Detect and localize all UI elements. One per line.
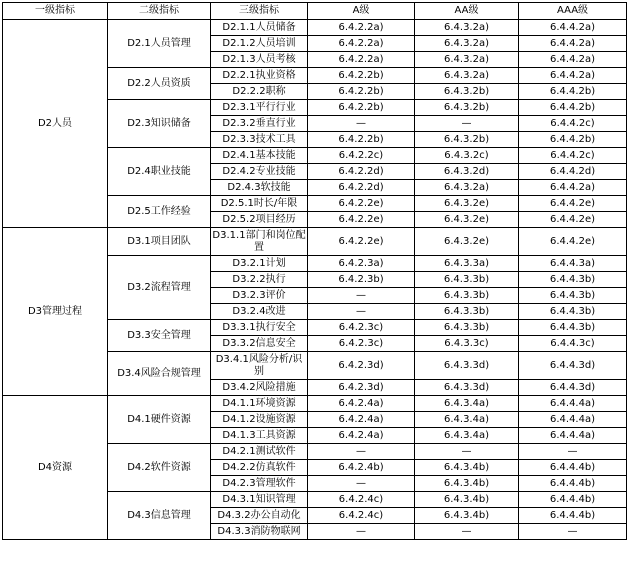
grade-aaa-cell: 6.4.4.2a) [519, 68, 627, 84]
grade-aa-cell: 6.4.3.4b) [415, 508, 519, 524]
grade-a-cell: 6.4.2.2a) [308, 36, 415, 52]
grade-a-cell: 6.4.2.2a) [308, 20, 415, 36]
grade-aaa-cell: 6.4.4.2e) [519, 212, 627, 228]
grade-aa-cell: 6.4.3.2d) [415, 164, 519, 180]
grade-aaa-cell: 6.4.4.4b) [519, 492, 627, 508]
grade-a-cell: 6.4.2.2e) [308, 212, 415, 228]
grade-aa-cell: 6.4.3.4a) [415, 412, 519, 428]
level3-cell: D4.1.2设施资源 [211, 412, 308, 428]
grade-aaa-cell: 6.4.4.2b) [519, 100, 627, 116]
header-level2: 二级指标 [108, 3, 211, 20]
grade-aa-cell: 6.4.3.4a) [415, 396, 519, 412]
level2-cell: D2.5工作经验 [108, 196, 211, 228]
level2-cell: D3.3安全管理 [108, 320, 211, 352]
grade-a-cell: 6.4.2.4a) [308, 428, 415, 444]
grade-a-cell: 6.4.2.2b) [308, 100, 415, 116]
grade-a-cell: — [308, 524, 415, 540]
level3-cell: D2.3.1平行行业 [211, 100, 308, 116]
grade-a-cell: 6.4.2.2b) [308, 84, 415, 100]
header-level3: 三级指标 [211, 3, 308, 20]
level3-cell: D3.2.2执行 [211, 272, 308, 288]
grade-aa-cell: 6.4.3.3d) [415, 380, 519, 396]
level2-cell: D3.2流程管理 [108, 256, 211, 320]
grade-aa-cell: 6.4.3.3b) [415, 288, 519, 304]
grade-aa-cell: 6.4.3.2e) [415, 196, 519, 212]
grade-a-cell: 6.4.2.3b) [308, 272, 415, 288]
level2-cell: D2.1人员管理 [108, 20, 211, 68]
level3-cell: D2.5.1时长/年限 [211, 196, 308, 212]
level3-cell: D2.5.2项目经历 [211, 212, 308, 228]
header-level1: 一级指标 [3, 3, 108, 20]
grade-a-cell: 6.4.2.4c) [308, 492, 415, 508]
level2-cell: D4.1硬件资源 [108, 396, 211, 444]
grade-aaa-cell: 6.4.4.3b) [519, 304, 627, 320]
grade-aa-cell: — [415, 524, 519, 540]
grade-a-cell: 6.4.2.4b) [308, 460, 415, 476]
grade-aaa-cell: 6.4.4.2b) [519, 84, 627, 100]
level2-cell: D3.4风险合规管理 [108, 352, 211, 396]
level3-cell: D4.3.3消防物联网 [211, 524, 308, 540]
level2-cell: D4.2软件资源 [108, 444, 211, 492]
grade-aaa-cell: 6.4.4.2a) [519, 36, 627, 52]
grade-aaa-cell: 6.4.4.4a) [519, 412, 627, 428]
level3-cell: D2.1.1人员储备 [211, 20, 308, 36]
level3-cell: D2.4.3软技能 [211, 180, 308, 196]
grade-a-cell: 6.4.2.3c) [308, 320, 415, 336]
grade-aa-cell: 6.4.3.4b) [415, 460, 519, 476]
grade-aaa-cell: 6.4.4.2a) [519, 180, 627, 196]
grade-aaa-cell: 6.4.4.3c) [519, 336, 627, 352]
grade-aa-cell: 6.4.3.2b) [415, 84, 519, 100]
level3-cell: D3.2.4改进 [211, 304, 308, 320]
level3-cell: D3.4.1风险分析/识别 [211, 352, 308, 380]
level3-cell: D3.4.2风险措施 [211, 380, 308, 396]
level3-cell: D2.2.2职称 [211, 84, 308, 100]
grade-aa-cell: 6.4.3.3a) [415, 256, 519, 272]
grade-aa-cell: 6.4.3.4b) [415, 476, 519, 492]
level1-cell: D4资源 [3, 396, 108, 540]
level3-cell: D2.1.2人员培训 [211, 36, 308, 52]
grade-aaa-cell: — [519, 524, 627, 540]
grade-a-cell: 6.4.2.3c) [308, 336, 415, 352]
grade-a-cell: 6.4.2.2e) [308, 196, 415, 212]
grade-aaa-cell: 6.4.4.2d) [519, 164, 627, 180]
level3-cell: D4.2.3管理软件 [211, 476, 308, 492]
grade-a-cell: 6.4.2.2c) [308, 148, 415, 164]
level2-cell: D4.3信息管理 [108, 492, 211, 540]
header-row [3, 3, 627, 20]
header-grade-aa: AA级 [415, 3, 519, 20]
header-grade-a: A级 [308, 3, 415, 20]
level1-cell: D3管理过程 [3, 228, 108, 396]
grade-a-cell: 6.4.2.3d) [308, 380, 415, 396]
grade-aaa-cell: 6.4.4.4b) [519, 476, 627, 492]
grade-a-cell: 6.4.2.2d) [308, 180, 415, 196]
level3-cell: D3.3.1执行安全 [211, 320, 308, 336]
grade-aa-cell: 6.4.3.3d) [415, 352, 519, 380]
grade-a-cell: 6.4.2.4c) [308, 508, 415, 524]
grade-aa-cell: 6.4.3.4b) [415, 492, 519, 508]
grade-aa-cell: 6.4.3.2a) [415, 68, 519, 84]
grade-aa-cell: 6.4.3.2e) [415, 212, 519, 228]
grade-aaa-cell: 6.4.4.2c) [519, 148, 627, 164]
grade-aaa-cell: 6.4.4.3d) [519, 380, 627, 396]
grade-a-cell: 6.4.2.2a) [308, 52, 415, 68]
grade-aaa-cell: 6.4.4.3b) [519, 320, 627, 336]
grade-aa-cell: 6.4.3.3b) [415, 320, 519, 336]
grade-a-cell: — [308, 304, 415, 320]
grade-a-cell: 6.4.2.4a) [308, 396, 415, 412]
level3-cell: D2.3.3技术工具 [211, 132, 308, 148]
table-row [3, 396, 627, 412]
grade-aaa-cell: 6.4.4.3a) [519, 256, 627, 272]
table-row [3, 20, 627, 36]
indicator-table [2, 2, 627, 540]
grade-aaa-cell: 6.4.4.4a) [519, 396, 627, 412]
grade-a-cell: 6.4.2.2b) [308, 132, 415, 148]
grade-aaa-cell: 6.4.4.2a) [519, 20, 627, 36]
grade-a-cell: 6.4.2.2b) [308, 68, 415, 84]
level3-cell: D2.4.1基本技能 [211, 148, 308, 164]
grade-aaa-cell: 6.4.4.3d) [519, 352, 627, 380]
grade-a-cell: 6.4.2.2e) [308, 228, 415, 256]
level3-cell: D4.2.2仿真软件 [211, 460, 308, 476]
grade-aaa-cell: 6.4.4.3b) [519, 288, 627, 304]
level3-cell: D4.3.2办公自动化 [211, 508, 308, 524]
level3-cell: D4.3.1知识管理 [211, 492, 308, 508]
grade-aaa-cell: — [519, 444, 627, 460]
grade-aa-cell: 6.4.3.2a) [415, 20, 519, 36]
grade-a-cell: — [308, 116, 415, 132]
level3-cell: D3.2.1计划 [211, 256, 308, 272]
grade-aa-cell: — [415, 444, 519, 460]
grade-a-cell: 6.4.2.3a) [308, 256, 415, 272]
grade-aa-cell: 6.4.3.2c) [415, 148, 519, 164]
level3-cell: D3.2.3评价 [211, 288, 308, 304]
grade-aaa-cell: 6.4.4.4a) [519, 428, 627, 444]
level3-cell: D4.1.1环境资源 [211, 396, 308, 412]
grade-a-cell: 6.4.2.2d) [308, 164, 415, 180]
level3-cell: D2.1.3人员考核 [211, 52, 308, 68]
table-row [3, 228, 627, 256]
header-grade-aaa: AAA级 [519, 3, 627, 20]
grade-a-cell: — [308, 444, 415, 460]
level1-cell: D2人员 [3, 20, 108, 228]
grade-aaa-cell: 6.4.4.2b) [519, 132, 627, 148]
grade-aa-cell: 6.4.3.3c) [415, 336, 519, 352]
grade-a-cell: — [308, 476, 415, 492]
grade-a-cell: — [308, 288, 415, 304]
grade-aaa-cell: 6.4.4.2e) [519, 196, 627, 212]
level2-cell: D2.3知识储备 [108, 100, 211, 148]
level2-cell: D2.2人员资质 [108, 68, 211, 100]
grade-aaa-cell: 6.4.4.2c) [519, 116, 627, 132]
level3-cell: D2.3.2垂直行业 [211, 116, 308, 132]
grade-aa-cell: 6.4.3.2b) [415, 132, 519, 148]
level3-cell: D4.2.1测试软件 [211, 444, 308, 460]
level3-cell: D3.3.2信息安全 [211, 336, 308, 352]
grade-aa-cell: 6.4.3.3b) [415, 304, 519, 320]
grade-aaa-cell: 6.4.4.4b) [519, 460, 627, 476]
level3-cell: D4.1.3工具资源 [211, 428, 308, 444]
grade-aa-cell: 6.4.3.4a) [415, 428, 519, 444]
grade-aa-cell: 6.4.3.2a) [415, 180, 519, 196]
grade-a-cell: 6.4.2.3d) [308, 352, 415, 380]
grade-aa-cell: 6.4.3.2e) [415, 228, 519, 256]
table-body [3, 20, 627, 540]
grade-aa-cell: 6.4.3.2a) [415, 52, 519, 68]
grade-aaa-cell: 6.4.4.2a) [519, 52, 627, 68]
level3-cell: D2.2.1执业资格 [211, 68, 308, 84]
level3-cell: D2.4.2专业技能 [211, 164, 308, 180]
grade-a-cell: 6.4.2.4a) [308, 412, 415, 428]
grade-aa-cell: 6.4.3.3b) [415, 272, 519, 288]
grade-aa-cell: 6.4.3.2b) [415, 100, 519, 116]
grade-aa-cell: — [415, 116, 519, 132]
grade-aa-cell: 6.4.3.2a) [415, 36, 519, 52]
level2-cell: D2.4职业技能 [108, 148, 211, 196]
grade-aaa-cell: 6.4.4.2e) [519, 228, 627, 256]
grade-aaa-cell: 6.4.4.3b) [519, 272, 627, 288]
grade-aaa-cell: 6.4.4.4b) [519, 508, 627, 524]
level2-cell: D3.1项目团队 [108, 228, 211, 256]
level3-cell: D3.1.1部门和岗位配置 [211, 228, 308, 256]
